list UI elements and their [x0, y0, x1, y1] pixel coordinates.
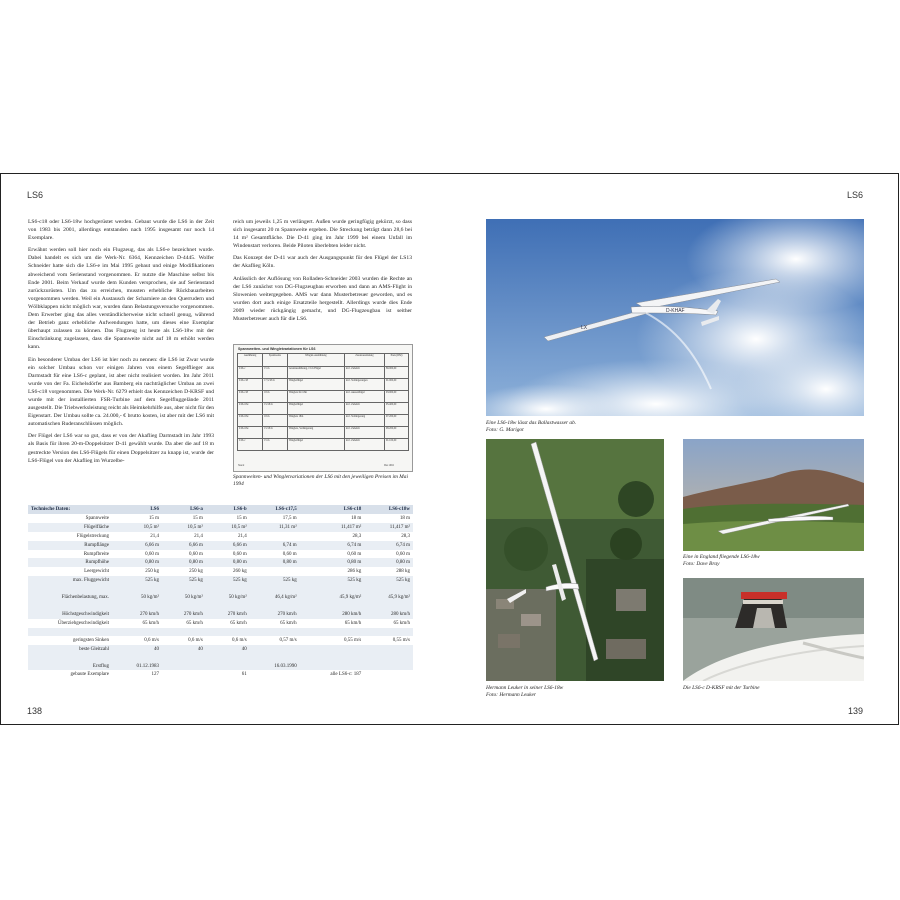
row-value: 0,55 m/s: [344, 637, 362, 643]
row-value: [162, 602, 206, 610]
row-label: [28, 602, 112, 610]
row-label: beste Gleitzahl: [28, 645, 112, 654]
row-value: [364, 602, 413, 610]
row-label: Höchstgeschwindigkeit: [28, 610, 112, 619]
row-value: [364, 654, 413, 662]
scan-header: Spannweite: [263, 354, 288, 367]
row-value: 17,5 m: [282, 515, 297, 521]
table-row: [28, 670, 413, 679]
row-value: 15 m: [148, 515, 159, 521]
row-value: 15 m: [236, 515, 247, 521]
paragraph: Das Konzept der D-41 war auch der Ausgangspunkt für den Flügel der LS13 der Akaflieg Köln.: [233, 255, 412, 270]
scan-cell: 91.100,00: [384, 439, 408, 451]
row-value: 0,6 m/s: [231, 637, 247, 643]
row-value: 270 km/h: [162, 610, 206, 619]
row-value: 0,80 m: [162, 558, 206, 567]
row-value: 10,5 m²: [112, 523, 162, 532]
row-value: 10,5 m²: [206, 523, 250, 532]
row-value: 0,60 m: [232, 551, 247, 557]
caption-bottom-right: Die LS6-c D-KRSF mit der Turbine: [683, 685, 760, 691]
scan-cell: LS6-18w: [238, 415, 263, 427]
scan-cell: LS6-c18: [238, 379, 263, 391]
scan-row: [238, 439, 409, 451]
paragraph: Erwähnt werden soll hier noch ein Flugzeug, das als LS6-e bezeichnet wurde. Dabei handelt es sich um die Werk-Nr. 6364, Kennzeichen D-4445. Wolfer Schneider hatte sich die LS6-e im Mai 1995 gebaut und einige Modifikationen abweichend vom Serienstand vorgenommen. Er nutzte die Maschine selbst bis Ende 2001. Beim Verkauf wurde dem Kunden versprochen, sie auf Serienstand zurückzurüsten. Um das zu erreichen, mussten erhebliche Rückbauarbeiten vorgenommen werden. Weil ein Austausch der Scharniere an den Querrudern und Wölbklappen nicht möglich war, wurden dann Belastungsversuche vorgenommen. Dem Erwerber ging das alles verständlicherweise nicht schnell genug, während der Betrieb ganz erhebliche Aufwendungen hatte, um dieses eine Exemplar überhaupt zulassen zu können. Das Flugzeug ist heute als LS6-18w mit der Einschränkung zugelassen, dass die Spannweite nicht auf 18 m erhöht werden kann.: [28, 247, 214, 351]
scan-cell: 18 m: [263, 415, 288, 427]
row-value: 127: [151, 672, 159, 678]
table-row: [28, 619, 413, 628]
scan-cell: Wingletflügel: [287, 379, 344, 391]
row-value: [300, 662, 365, 671]
row-value: [206, 662, 250, 671]
scan-cell: 17,5/18 m: [263, 379, 288, 391]
row-value: [300, 585, 365, 593]
row-value: 18 m: [351, 515, 362, 521]
tech-header: LS6-c17,5: [250, 505, 300, 514]
row-value: 15 m: [192, 515, 203, 521]
photo-glider-aerial: [486, 439, 664, 681]
scan-title: Spannweiten- und Wingletvariationen für LS6: [238, 347, 316, 351]
row-label: gebaute Exemplare: [70, 672, 109, 678]
scan-row: [238, 379, 409, 391]
row-value: 0,60 m: [188, 551, 203, 557]
row-value: [162, 662, 206, 671]
scan-cell: 98.200,00: [384, 427, 408, 439]
row-value: 6,66 m: [206, 541, 250, 550]
row-label: Spannweite: [85, 515, 109, 521]
row-value: 65 km/h: [280, 620, 297, 626]
caption-mid-right: Eine in England fliegende LS6-18w Foto: Dave Bray: [683, 554, 760, 567]
left-page: [1, 174, 450, 724]
row-value: 0,80 m: [250, 558, 300, 567]
row-value: 16.03.1990: [250, 662, 300, 671]
scan-cell: Winglets 18m: [287, 415, 344, 427]
scan-header: Preis (DM): [384, 354, 408, 367]
row-value: 525 kg: [250, 576, 300, 585]
scan-cell: incl. Zubehör: [344, 403, 384, 415]
table-spacer-row: [28, 654, 413, 662]
row-value: [162, 585, 206, 593]
tech-header: LS6: [112, 505, 162, 514]
row-label: geringsten Sinken: [73, 637, 109, 643]
row-value: [250, 645, 300, 654]
photo-turbine: [683, 578, 864, 681]
row-value: alle LS6-c: 187: [330, 672, 362, 678]
row-value: 21,4: [237, 533, 247, 539]
scan-cell: 89.000,00: [384, 367, 408, 379]
row-value: 65 km/h: [186, 620, 203, 626]
row-label: Rumpfbreite: [83, 551, 109, 557]
row-value: 40: [112, 645, 162, 654]
row-value: [206, 585, 250, 593]
scan-note-right: Mai 1994: [384, 464, 394, 467]
scan-row: [238, 415, 409, 427]
row-value: 260 kg: [232, 569, 247, 575]
row-value: [162, 628, 206, 636]
tech-header: LS6-b: [206, 505, 250, 514]
row-value: 65 km/h: [344, 620, 362, 626]
table-row: [28, 645, 413, 654]
scan-header: Ausführung: [238, 354, 263, 367]
paragraph: LS6-c18 oder LS6-18w hochgerüstet werden. Gebaut wurde die LS6 in der Zeit von 1983 bis 2001, allerdings entstanden nach 1995 insgesamt nur noch 14 Exemplare.: [28, 219, 214, 242]
scan-cell: incl. Aussenflügel: [344, 391, 384, 403]
row-value: [300, 645, 365, 654]
row-value: 0,60 m: [145, 551, 159, 557]
row-value: 11,417 m²: [300, 523, 365, 532]
row-value: 11,417 m²: [364, 523, 413, 532]
scan-cell: Wingletflügel: [287, 403, 344, 415]
row-value: 286 kg: [347, 569, 362, 575]
row-value: 6,74 m: [250, 541, 300, 550]
caption-bottom-left: Hermann Leuker in seiner LS6-18w Foto: Hermann Leuker: [486, 685, 564, 698]
tech-header: LS6-a: [162, 505, 206, 514]
row-value: [364, 628, 413, 636]
scan-cell: 97.200,00: [384, 415, 408, 427]
scan-cell: 95.400,00: [384, 403, 408, 415]
row-value: 46,4 kg/m²: [250, 593, 300, 602]
row-value: [112, 654, 162, 662]
row-value: 21,4: [150, 533, 159, 539]
folio-left: 138: [27, 706, 43, 716]
row-value: 0,6 m/s: [188, 637, 203, 643]
row-label: [28, 654, 112, 662]
row-value: 21,4: [194, 533, 203, 539]
row-value: 525 kg: [364, 576, 413, 585]
table-row: [28, 662, 413, 671]
row-value: 270 km/h: [250, 610, 300, 619]
row-value: 525 kg: [300, 576, 365, 585]
scan-cell: incl. Zubehör: [344, 427, 384, 439]
scan-cell: 15/18 m: [263, 427, 288, 439]
table-row: [28, 610, 413, 619]
row-value: [250, 585, 300, 593]
scan-cell: incl. Verlängerungen: [344, 379, 384, 391]
row-value: 0,80 m: [300, 558, 365, 567]
scan-table: [237, 353, 409, 451]
row-label: Rumpflänge: [28, 541, 112, 550]
right-page: [450, 174, 899, 724]
scan-cell: 18 m: [263, 391, 288, 403]
scan-cell: LS6-c18: [238, 391, 263, 403]
row-value: [250, 654, 300, 662]
text-column-2: [233, 218, 412, 327]
table-row: [28, 541, 413, 550]
row-label: max. Fluggewicht: [28, 576, 112, 585]
table-row: [28, 576, 413, 585]
row-value: 45,9 kg/m²: [300, 593, 365, 602]
paragraph: Der Flügel der LS6 war so gut, dass er von der Akaflieg Darmstadt im Jahr 1993 als Basis für ihren 20-m-Doppelsitzer D-41 gewählt wurde. Da aber die auf 18 m gestreckte Version des LS6-Flügels für einen Doppelsitzer zu knapp ist, wurde der LS6-Flügel von der Akaflieg im Wurzelbe-: [28, 433, 214, 464]
scan-cell: 93.000,00: [384, 391, 408, 403]
table-row: [28, 514, 413, 523]
scan-row: [238, 391, 409, 403]
row-value: [206, 628, 250, 636]
paragraph: reich um jeweils 1,25 m verlängert. Außen wurde geringfügig gekürzt, so dass sich insgesamt 20 m Spannweite ergeben. Die Streckung beträgt dann 28,6 bei 14 m² Gesamtfläche. Die D-41 ging im Jahr 1999 bei einem Unfall im Windenstart verloren. Beide Piloten überlebten leider nicht.: [233, 219, 412, 250]
scan-header: Zusatzausrüstung: [344, 354, 384, 367]
row-value: 28,3: [401, 533, 410, 539]
table-spacer-row: [28, 628, 413, 636]
registration-mark: D-KHAF: [666, 308, 685, 314]
row-value: [364, 670, 413, 679]
row-value: [250, 567, 300, 576]
scan-row: [238, 367, 409, 379]
paragraph: Anlässlich der Auflösung von Rolladen-Schneider 2003 wurden die Rechte an der LS6 zunächst von DG-Flugzeugbau erworben und dann an AMS-Flight in Slowenien weitergegeben. AMS war dann Musterbetreuer geworden, und es wurden dort auch einige Ersatzteile hergestellt. Allerdings wurde dies Ende 2009 wieder rückgängig gemacht, und DG-Flugzeugbau ist seither Musterbetreuer auch für die LS6.: [233, 275, 412, 323]
row-value: 0,80 m: [364, 558, 413, 567]
row-value: [112, 585, 162, 593]
row-value: 11,31 m²: [250, 523, 300, 532]
row-value: [250, 602, 300, 610]
row-value: 0,60 m: [282, 551, 297, 557]
table-spacer-row: [28, 585, 413, 593]
row-label: Erstflug: [28, 662, 112, 671]
scan-cell: Winglets für 18m: [287, 391, 344, 403]
running-head-left: LS6: [27, 190, 44, 200]
scan-header: Winglet-Ausführung: [287, 354, 344, 367]
row-value: 280 km/h: [300, 610, 365, 619]
table-row: [28, 593, 413, 602]
scanned-price-list: [233, 344, 413, 472]
row-label: [28, 628, 112, 636]
row-value: 6,66 m: [162, 541, 206, 550]
paragraph: Ein besonderer Umbau der LS6 ist hier noch zu nennen: die LS6 ist Zwar wurde ein solcher Umbau schon vor einigen Jahren von einem Segelflieger aus Darmstadt für eine LS6-c geplant, ist aber nicht realisiert worden. Im Jahr 2011 wurde von der Fa. Eichelsdörfer aus Bamberg ein nachträglicher Umbau an zwei LS6-c18 vorgenommen. Die Werk-Nr. 6279 erhielt das Kennzeichen D-KRSF und wurde mit der installierten FSR-Turbine auf dem Segelfluggelände 2011 ausgestellt. Die Triebwerksleistung reicht als Heimkehrhilfe aus, aber nicht für den Eigenstart. Der Umbau sollte ca. 24.000,- € brutto kosten, ist aber mit der LS6 mit automatischen Ruderanschlüssen möglich.: [28, 356, 214, 428]
row-value: [162, 654, 206, 662]
row-value: 65 km/h: [142, 620, 159, 626]
photo-glider-england: [683, 439, 864, 551]
row-value: [300, 628, 365, 636]
row-value: [364, 662, 413, 671]
tech-header: Technische Daten:: [28, 505, 112, 514]
row-label: Flächenbelastung, max.: [28, 593, 112, 602]
row-value: [206, 602, 250, 610]
running-head-right: LS6: [846, 190, 863, 200]
row-value: 6,74 m: [300, 541, 365, 550]
row-value: 288 kg: [396, 569, 410, 575]
scan-cell: LS6-c: [238, 439, 263, 451]
photo-glider-sky: [486, 219, 864, 416]
row-value: [112, 628, 162, 636]
scan-cell: Winglets, Verlängerung: [287, 427, 344, 439]
scan-cell: 91.000,00: [384, 379, 408, 391]
row-value: 65 km/h: [393, 620, 410, 626]
book-spread: [0, 173, 899, 725]
scan-cell: 15 m: [263, 439, 288, 451]
row-value: 0,60 m: [396, 551, 410, 557]
row-value: 50 kg/m²: [162, 593, 206, 602]
tech-header: LS6-c18w: [364, 505, 413, 514]
table-row: [28, 558, 413, 567]
row-value: [250, 532, 300, 541]
table-row: [28, 523, 413, 532]
scan-cell: incl. Verlängerung: [344, 415, 384, 427]
row-label: Flügelfläche: [28, 523, 112, 532]
row-value: 250 kg: [145, 569, 159, 575]
caption-top: Eine LS6-18w lässt das Ballastwasser ab. Foto: G. Marigot: [486, 420, 577, 433]
row-value: [250, 628, 300, 636]
table-row: [28, 532, 413, 541]
row-value: [112, 602, 162, 610]
row-label: Flügelstreckung: [76, 533, 109, 539]
row-value: 0,55 m/s: [392, 637, 410, 643]
table-row: [28, 636, 413, 645]
table-spacer-row: [28, 602, 413, 610]
scan-cell: 15 m: [263, 367, 288, 379]
table-row: [28, 567, 413, 576]
row-value: 50 kg/m²: [112, 593, 162, 602]
scan-cell: 15/18 m: [263, 403, 288, 415]
row-value: [300, 602, 365, 610]
row-value: 01.12.1983: [112, 662, 162, 671]
scan-cell: incl. Zubehör: [344, 439, 384, 451]
row-value: 0,6 m/s: [144, 637, 159, 643]
row-label: Leergewicht: [84, 569, 109, 575]
scan-cell: LS6-18w: [238, 403, 263, 415]
row-value: 65 km/h: [230, 620, 247, 626]
text-column-1: [28, 218, 214, 469]
row-value: 10,5 m²: [162, 523, 206, 532]
row-value: 250 kg: [189, 569, 203, 575]
scan-cell: incl. Zubehör: [344, 367, 384, 379]
row-value: 6,74 m: [364, 541, 413, 550]
row-value: [364, 585, 413, 593]
wing-mark: LX: [581, 325, 588, 331]
row-label: Rumpfhöhe: [28, 558, 112, 567]
scan-cell: LS6-18w: [238, 427, 263, 439]
row-value: 28,3: [352, 533, 362, 539]
folio-right: 139: [847, 706, 863, 716]
row-value: 40: [162, 645, 206, 654]
scan-cell: LS6-c: [238, 367, 263, 379]
row-label: [28, 585, 112, 593]
row-value: 61: [241, 672, 247, 678]
row-value: 40: [206, 645, 250, 654]
row-value: 525 kg: [112, 576, 162, 585]
scan-cell: Wingletflügel: [287, 439, 344, 451]
row-value: 0,60 m: [347, 551, 362, 557]
row-value: 0,80 m: [112, 558, 162, 567]
scan-row: [238, 427, 409, 439]
row-value: 50 kg/m²: [206, 593, 250, 602]
row-value: 280 km/h: [364, 610, 413, 619]
scan-cell: Grundausführung, 15 m Flügel: [287, 367, 344, 379]
row-value: [364, 645, 413, 654]
technical-data-table: [28, 505, 413, 679]
row-value: [206, 654, 250, 662]
row-value: 270 km/h: [112, 610, 162, 619]
scan-caption: Spannweiten- und Wingletvariationen der LS6 mit den jeweiligen Preisen im Mai 1994: [233, 474, 408, 487]
row-value: 18 m: [399, 515, 410, 521]
table-row: [28, 550, 413, 559]
row-value: 270 km/h: [206, 610, 250, 619]
row-value: [250, 670, 300, 679]
row-value: 525 kg: [162, 576, 206, 585]
row-value: 45,9 kg/m²: [364, 593, 413, 602]
row-value: 0,80 m: [206, 558, 250, 567]
row-value: [300, 654, 365, 662]
tech-header: LS6-c18: [300, 505, 365, 514]
row-value: [162, 670, 206, 679]
row-label: Überziehgeschwindigkeit: [57, 620, 109, 626]
scan-row: [238, 403, 409, 415]
scan-note-left: Stand: [238, 464, 245, 467]
row-value: 0,57 m/s: [279, 637, 297, 643]
row-value: 6,66 m: [112, 541, 162, 550]
row-value: 525 kg: [206, 576, 250, 585]
